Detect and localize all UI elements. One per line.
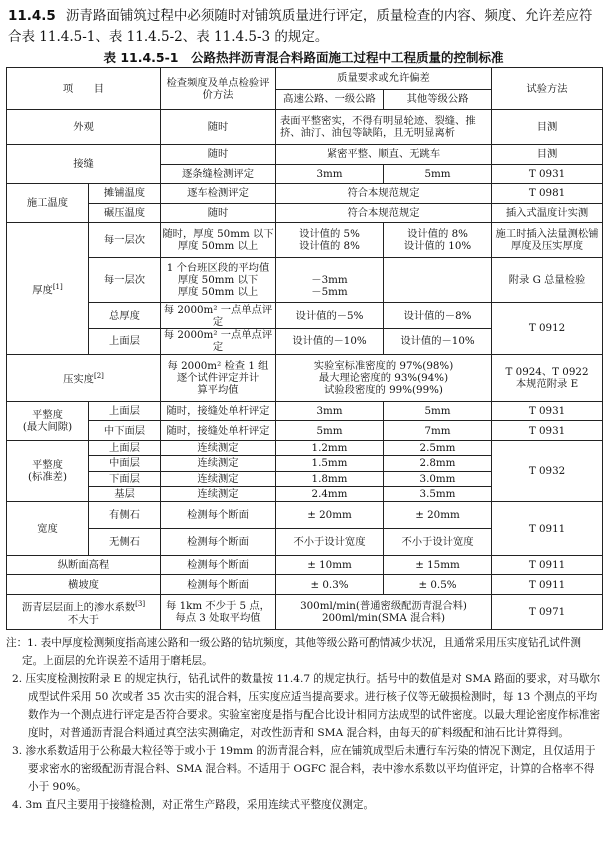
row-hw: 设计值的－5%: [276, 303, 384, 329]
row-test: 附录 G 总量检验: [492, 258, 603, 303]
row-test: T 0911: [492, 502, 603, 555]
table-row: [7, 354, 603, 401]
row-sub: 摊铺温度: [89, 184, 161, 204]
row-freq: 检测每个断面: [161, 555, 276, 575]
row-hw: 设计值的－10%: [276, 328, 384, 354]
row-freq: 连续测定: [161, 440, 276, 455]
row-item: 外观: [7, 110, 161, 145]
row-freq: 随时: [161, 145, 276, 165]
row-req: 300ml/min(普通密级配沥青混合料) 200ml/min(SMA 混合料): [276, 594, 492, 629]
row-sub: 上面层: [89, 328, 161, 354]
row-sub: 无侧石: [89, 529, 161, 556]
row-test: 目测: [492, 110, 603, 145]
row-other: 设计值的－8%: [384, 303, 492, 329]
row-other: 不小于设计宽度: [384, 529, 492, 556]
row-freq: 检测每个断面: [161, 502, 276, 529]
header-highway: 高速公路、一级公路: [276, 89, 384, 110]
table-row: [7, 184, 603, 204]
row-freq: 随时，厚度 50mm 以下 厚度 50mm 以上: [161, 223, 276, 258]
row-test: T 0911: [492, 575, 603, 595]
row-hw: 3mm: [276, 401, 384, 421]
table-row: [7, 421, 603, 441]
row-req: 符合本规范规定: [276, 184, 492, 204]
section-number: 11.4.5: [8, 8, 56, 24]
row-freq: 1 个台班区段的平均值 厚度 50mm 以下 厚度 50mm 以上: [161, 258, 276, 303]
row-test: T 0912: [492, 303, 603, 354]
intro-paragraph: [8, 6, 600, 48]
row-other: 7mm: [384, 421, 492, 441]
row-other: ± 0.5%: [384, 575, 492, 595]
row-test: T 0932: [492, 440, 603, 502]
table-row: [7, 203, 603, 223]
quality-control-table: [6, 67, 603, 630]
row-other: 设计值的－10%: [384, 328, 492, 354]
row-other: ± 20mm: [384, 502, 492, 529]
row-freq: 每 1km 不少于 5 点， 每点 3 处取平均值: [161, 594, 276, 629]
note-2: 2. 压实度检测按附录 E 的规定执行，钻孔试件的数量按 11.4.7 的规定执行。括号中的数值是对 SMA 路面的要求，对马歇尔成型试件采用 50 次或者 35 次击实的混合料，压实度应适当提高要求。进行核子仪等无破损检测时，每 13 个测点的平均数作为一个测点进行评定是否符合要求。实验室密度是指与配合比设计相同方法成型的试件密度。以最大理论密度作标准密度时，对普通沥青混合料通过真空法实测确定，对改性沥青和 SMA 混合料，由每天的矿料级配和油石比计算得到。: [12, 673, 601, 739]
row-item: 平整度 (最大间隙): [7, 401, 89, 440]
row-hw: －3mm －5mm: [276, 258, 384, 303]
row-sub: 有侧石: [89, 502, 161, 529]
row-sub: 中面层: [89, 456, 161, 471]
row-sub: 碾压温度: [89, 203, 161, 223]
row-hw: ± 0.3%: [276, 575, 384, 595]
row-item: 压实度[2]: [7, 354, 161, 401]
row-freq: 逐条缝检测评定: [161, 164, 276, 184]
row-hw: ± 10mm: [276, 555, 384, 575]
row-sub: 每一层次: [89, 223, 161, 258]
note-3: 3. 渗水系数适用于公称最大粒径等于或小于 19mm 的沥青混合料，应在铺筑成型后未遭行车污染的情况下测定，且仅适用于要求密水的密级配沥青混合料、SMA 混合料。不适用于 OGFC 混合料，表中渗水系数以平均值评定，计算的合格率不得小于 90%。: [12, 745, 596, 793]
row-other: 3.0mm: [384, 471, 492, 486]
row-req: 实验室标准密度的 97%(98%) 最大理论密度的 93%(94%) 试验段密度的 99%(99%): [276, 354, 492, 401]
row-freq: 连续测定: [161, 456, 276, 471]
row-item: 横坡度: [7, 575, 161, 595]
row-item: 施工温度: [7, 184, 89, 223]
table-row: [7, 575, 603, 595]
row-hw: 2.4mm: [276, 487, 384, 502]
row-other: 设计值的 8% 设计值的 10%: [384, 223, 492, 258]
row-other: [384, 258, 492, 303]
header-freq: 检查频度及单点检验评价方法: [161, 68, 276, 110]
table-row: [7, 303, 603, 329]
row-sub: 上面层: [89, 440, 161, 455]
row-test: T 0971: [492, 594, 603, 629]
table-row: [7, 110, 603, 145]
row-freq: 逐车检测评定: [161, 184, 276, 204]
row-test: 目测: [492, 145, 603, 165]
header-other: 其他等级公路: [384, 89, 492, 110]
row-hw: 不小于设计宽度: [276, 529, 384, 556]
row-other: ± 15mm: [384, 555, 492, 575]
table-row: [7, 502, 603, 529]
table-row: [7, 258, 603, 303]
table-row: [7, 145, 603, 165]
row-test: T 0981: [492, 184, 603, 204]
header-test: 试验方法: [492, 68, 603, 110]
row-freq: 每 2000m² 一点单点评定: [161, 303, 276, 329]
row-freq: 检测每个断面: [161, 575, 276, 595]
row-test: T 0931: [492, 401, 603, 421]
row-other: 5mm: [384, 164, 492, 184]
row-sub: 中下面层: [89, 421, 161, 441]
row-freq: 连续测定: [161, 471, 276, 486]
row-hw: ± 20mm: [276, 502, 384, 529]
row-hw: 1.8mm: [276, 471, 384, 486]
table-row: [7, 555, 603, 575]
row-test: 施工时插入法量测松铺厚度及压实厚度: [492, 223, 603, 258]
table-row: [7, 594, 603, 629]
intro-text: 沥青路面铺筑过程中必须随时对铺筑质量进行评定，质量检查的内容、频度、允许差应符合表 11.4.5-1、表 11.4.5-2、表 11.4.5-3 的规定。: [8, 8, 593, 45]
row-req: 符合本规范规定: [276, 203, 492, 223]
row-item: 纵断面高程: [7, 555, 161, 575]
row-other: 3.5mm: [384, 487, 492, 502]
header-req: 质量要求或允许偏差: [276, 68, 492, 90]
row-test: T 0924、T 0922 本规范附录 E: [492, 354, 603, 401]
row-item: 沥青层层面上的渗水系数[3] 不大于: [7, 594, 161, 629]
row-item: 宽度: [7, 502, 89, 555]
table-title: 表 11.4.5-1 公路热拌沥青混合料路面施工过程中工程质量的控制标准: [103, 50, 504, 65]
table-row: [7, 401, 603, 421]
row-freq: 连续测定: [161, 487, 276, 502]
row-test: T 0931: [492, 421, 603, 441]
row-hw: 3mm: [276, 164, 384, 184]
note-1: 注：1. 表中厚度检测频度指高速公路和一级公路的钻坑频度，其他等级公路可酌情减少状况，且通常采用压实度钻孔试件测定。上面层的允许误差不适用于磨耗层。: [6, 637, 581, 667]
note-4: 4. 3m 直尺主要用于接缝检测，对正常生产路段，采用连续式平整度仪测定。: [12, 799, 375, 811]
row-req: 紧密平整、顺直、无跳车: [276, 145, 492, 165]
table-notes: [6, 634, 602, 814]
header-item: 项 目: [7, 68, 161, 110]
row-freq: 每 2000m² 一点单点评定: [161, 328, 276, 354]
row-test: T 0911: [492, 555, 603, 575]
row-other: 2.8mm: [384, 456, 492, 471]
table-row: [7, 440, 603, 455]
row-sub: 下面层: [89, 471, 161, 486]
row-hw: 1.2mm: [276, 440, 384, 455]
table-row: [7, 223, 603, 258]
row-other: 2.5mm: [384, 440, 492, 455]
row-item: 平整度 (标准差): [7, 440, 89, 502]
row-item: 厚度[1]: [7, 223, 89, 354]
row-freq: 随时: [161, 203, 276, 223]
row-item: 接缝: [7, 145, 161, 184]
row-hw: 5mm: [276, 421, 384, 441]
row-freq: 检测每个断面: [161, 529, 276, 556]
row-test: 插入式温度计实测: [492, 203, 603, 223]
row-freq: 随时，接缝处单杆评定: [161, 421, 276, 441]
row-freq: 每 2000m² 检查 1 组 逐个试件评定并计 算平均值: [161, 354, 276, 401]
row-sub: 总厚度: [89, 303, 161, 329]
row-req: 表面平整密实，不得有明显轮迹、裂缝、推挤、油汀、油包等缺陷，且无明显离析: [276, 110, 492, 145]
row-test: T 0931: [492, 164, 603, 184]
row-other: 5mm: [384, 401, 492, 421]
row-freq: 随时: [161, 110, 276, 145]
row-hw: 1.5mm: [276, 456, 384, 471]
row-hw: 设计值的 5% 设计值的 8%: [276, 223, 384, 258]
row-sub: 上面层: [89, 401, 161, 421]
row-sub: 基层: [89, 487, 161, 502]
row-freq: 随时，接缝处单杆评定: [161, 401, 276, 421]
row-sub: 每一层次: [89, 258, 161, 303]
